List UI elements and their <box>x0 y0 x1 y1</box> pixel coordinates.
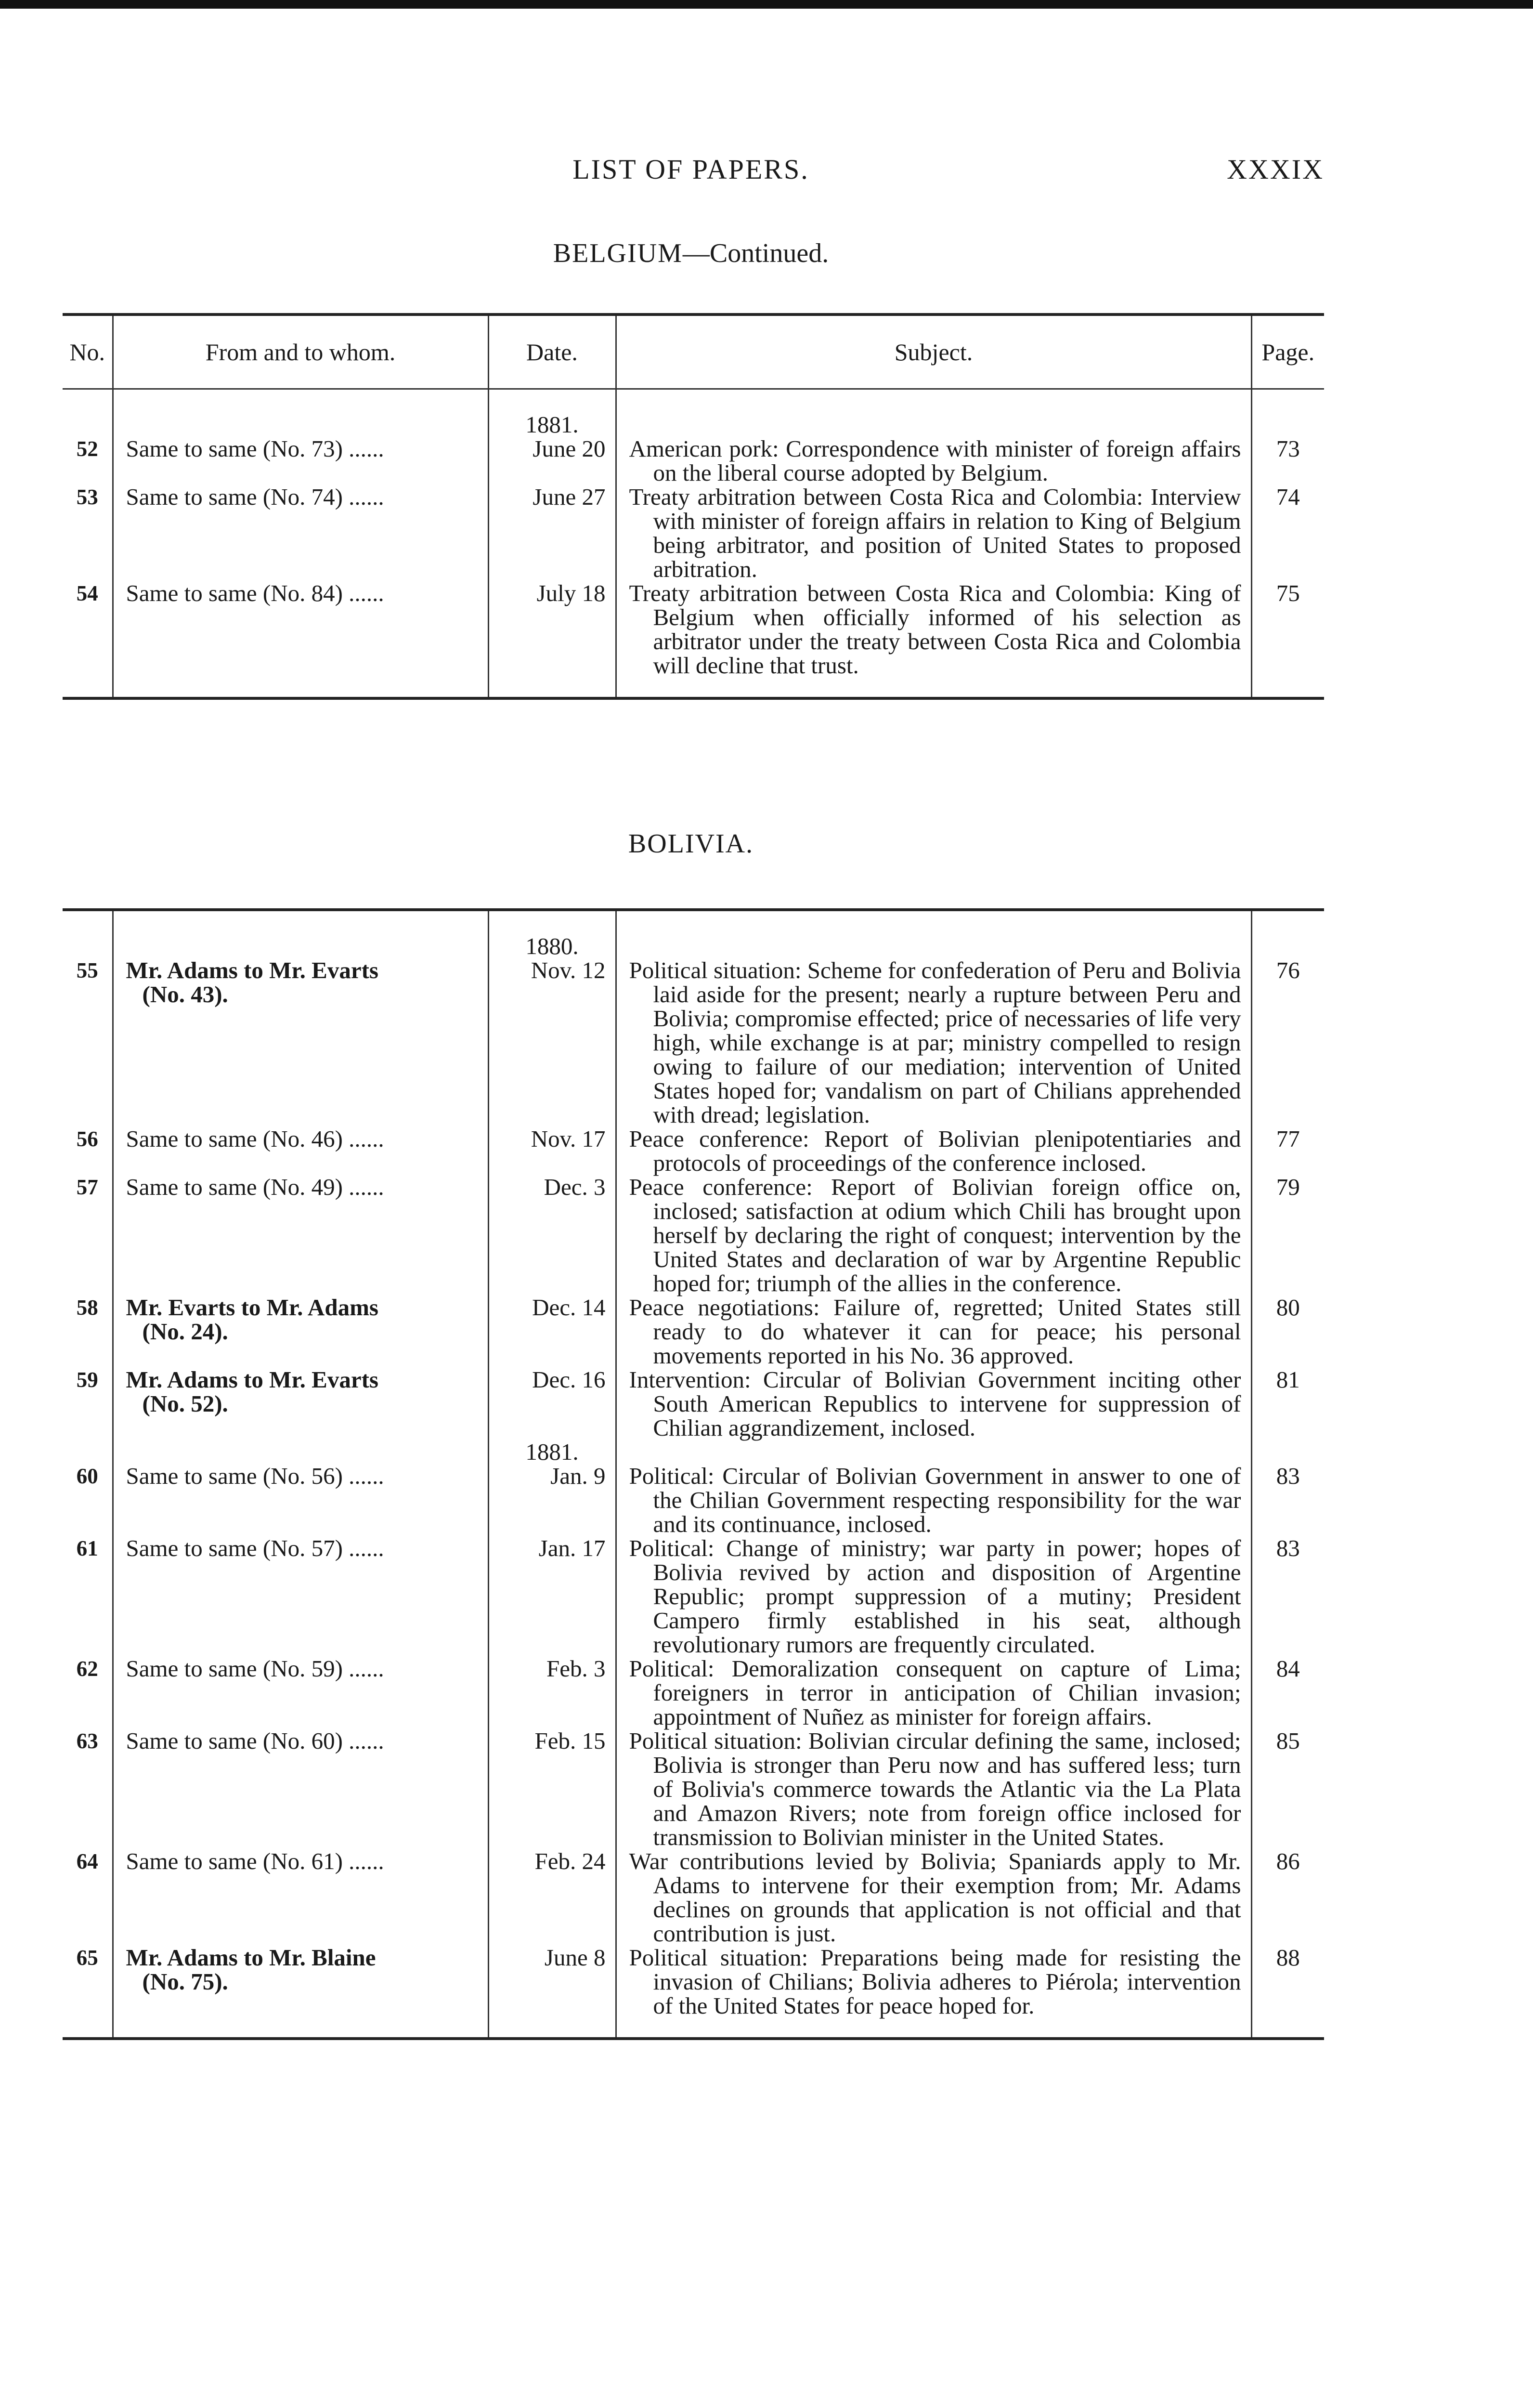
row-date-day: Nov. 17 <box>531 1125 606 1152</box>
table-row <box>63 1296 1324 1368</box>
row-from-to-number: (No. 75). <box>142 1968 228 1995</box>
row-subject-text: Political: Circular of Bolivian Government in answer to one of the Chilian Government respecting responsibility for the war and its continuance, inclosed. <box>629 1463 1241 1537</box>
bolivia-table <box>63 908 1324 2040</box>
table-row <box>63 485 1324 581</box>
row-subject <box>616 1729 1251 1849</box>
table-row <box>63 1849 1324 1946</box>
row-date <box>488 1729 616 1849</box>
row-subject-text: Political: Demoralization consequent on capture of Lima; foreigners in terror in anticipation of Chilian invasion; appointment of Nuñez as minister for foreign affairs. <box>629 1655 1241 1730</box>
row-page: 81 <box>1251 1368 1324 1440</box>
row-page: 83 <box>1251 1536 1324 1657</box>
row-page: 74 <box>1251 485 1324 581</box>
row-subject-text: Political situation: Preparations being made for resisting the invasion of Chilians; Bolivia adheres to Piérola; intervention of the United States for peace hoped for. <box>629 1944 1241 2019</box>
row-number: 61 <box>76 1536 98 1560</box>
row-date-day: Dec. 16 <box>532 1366 606 1393</box>
row-page: 83 <box>1251 1440 1324 1536</box>
row-number: 58 <box>76 1296 98 1320</box>
row-number: 62 <box>76 1657 98 1681</box>
row-date-year: 1881. <box>525 1439 579 1465</box>
row-from-to-text: Same to same (No. 56) ...... <box>126 1463 384 1489</box>
row-date <box>488 1296 616 1368</box>
row-number: 55 <box>76 958 98 982</box>
row-date-day: Feb. 15 <box>534 1727 606 1754</box>
row-number: 57 <box>76 1175 98 1199</box>
spacer-cell <box>488 2018 616 2039</box>
row-from-to-text: Same to same (No. 57) ...... <box>126 1535 384 1561</box>
row-from-to <box>113 934 488 1127</box>
row-page: 80 <box>1251 1296 1324 1368</box>
row-subject-text: Peace negotiations: Failure of, regretted; United States still ready to do whatever it can for peace; his personal movements reported in his No. 36 approved. <box>629 1294 1241 1369</box>
row-subject-text: Political situation: Scheme for confederation of Peru and Bolivia laid aside for the present; nearly a rupture between Peru and Bolivia; compromise effected; price of necessaries of life very high, while exchange is at par; ministry compelled to resign owing to failure of our mediation; intervention of United States hoped for; vandalism on part of Chilians apprehended with dread; legislation. <box>629 957 1241 1128</box>
row-page: 77 <box>1251 1127 1324 1175</box>
bolivia-table-body <box>63 910 1324 2039</box>
row-from-to-text: Same to same (No. 84) ...... <box>126 580 384 606</box>
row-subject-text: Peace conference: Report of Bolivian plenipotentiaries and protocols of proceedings of the conference inclosed. <box>629 1125 1241 1176</box>
row-from-to <box>113 1946 488 2018</box>
row-from-to-text: Same to same (No. 61) ...... <box>126 1848 384 1874</box>
row-from-to-text: Same to same (No. 60) ...... <box>126 1727 384 1754</box>
table-row <box>63 1729 1324 1849</box>
table-row <box>63 934 1324 1127</box>
page-top-edge <box>0 0 1533 9</box>
row-date <box>488 1440 616 1536</box>
row-from-to-text: Same to same (No. 46) ...... <box>126 1125 384 1152</box>
row-page: 88 <box>1251 1946 1324 2018</box>
row-subject <box>616 1296 1251 1368</box>
row-from-to <box>113 1127 488 1175</box>
row-from-to-number: (No. 43). <box>142 981 228 1008</box>
row-number: 59 <box>76 1368 98 1392</box>
column-header-subject: Subject. <box>616 314 1251 389</box>
row-from-to-text: Mr. Adams to Mr. Evarts <box>126 957 378 983</box>
table-header-row <box>63 314 1324 389</box>
row-number: 63 <box>76 1729 98 1753</box>
row-subject <box>616 1440 1251 1536</box>
spacer-cell <box>63 678 113 698</box>
row-subject <box>616 1849 1251 1946</box>
row-date <box>488 1175 616 1296</box>
spacer-cell <box>616 910 1251 934</box>
row-from-to <box>113 1849 488 1946</box>
row-from-to <box>113 1440 488 1536</box>
spacer-cell <box>616 678 1251 698</box>
row-date <box>488 413 616 485</box>
spacer-cell <box>616 2018 1251 2039</box>
spacer-cell <box>63 389 113 413</box>
row-subject-text: Treaty arbitration between Costa Rica and Colombia: King of Belgium when officially informed of his selection as arbitrator under the treaty between Costa Rica and Colombia will decline that trust. <box>629 580 1241 679</box>
spacer-cell <box>1251 389 1324 413</box>
row-date <box>488 485 616 581</box>
column-header-no: No. <box>63 314 113 389</box>
row-from-to-text: Same to same (No. 49) ...... <box>126 1174 384 1200</box>
section-title-belgium <box>0 238 1382 269</box>
row-page: 76 <box>1251 934 1324 1127</box>
row-from-to <box>113 1368 488 1440</box>
spacer-cell <box>488 389 616 413</box>
row-date <box>488 1946 616 2018</box>
row-subject <box>616 485 1251 581</box>
row-from-to-text: Mr. Adams to Mr. Blaine <box>126 1944 376 1971</box>
spacer-cell <box>113 910 488 934</box>
row-from-to-text: Same to same (No. 73) ...... <box>126 435 384 462</box>
row-date-day: Feb. 3 <box>546 1655 606 1682</box>
row-subject <box>616 1946 1251 2018</box>
row-date-year: 1880. <box>525 933 579 959</box>
row-date <box>488 1368 616 1440</box>
spacer-cell <box>113 678 488 698</box>
row-subject <box>616 413 1251 485</box>
row-subject <box>616 1368 1251 1440</box>
row-from-to <box>113 485 488 581</box>
spacer-cell <box>63 910 113 934</box>
table-row <box>63 1440 1324 1536</box>
row-subject <box>616 1127 1251 1175</box>
row-page: 73 <box>1251 413 1324 485</box>
row-number: 64 <box>76 1849 98 1873</box>
section-title-belgium-continued: —Continued. <box>682 238 829 268</box>
spacer-cell <box>1251 910 1324 934</box>
row-date <box>488 1127 616 1175</box>
table-row <box>63 1368 1324 1440</box>
row-number: 54 <box>76 581 98 605</box>
column-header-from: From and to whom. <box>113 314 488 389</box>
spacer-cell <box>488 910 616 934</box>
row-from-to-text: Mr. Adams to Mr. Evarts <box>126 1366 378 1393</box>
page-title: LIST OF PAPERS. <box>572 154 809 185</box>
row-date <box>488 934 616 1127</box>
row-from-to-text: Same to same (No. 59) ...... <box>126 1655 384 1682</box>
row-from-to-number: (No. 52). <box>142 1390 228 1417</box>
table-row <box>63 1657 1324 1729</box>
row-date-day: June 8 <box>544 1944 606 1971</box>
row-from-to <box>113 1296 488 1368</box>
row-date <box>488 581 616 678</box>
row-date <box>488 1657 616 1729</box>
row-from-to-text: Same to same (No. 74) ...... <box>126 484 384 510</box>
row-page: 79 <box>1251 1175 1324 1296</box>
row-from-to <box>113 1175 488 1296</box>
row-subject <box>616 1536 1251 1657</box>
column-header-date: Date. <box>488 314 616 389</box>
row-date <box>488 1536 616 1657</box>
row-number: 56 <box>76 1127 98 1151</box>
row-page: 84 <box>1251 1657 1324 1729</box>
row-subject-text: War contributions levied by Bolivia; Spaniards apply to Mr. Adams to intervene for their exemption from; Mr. Adams declines on grounds that application is not official and that contribution is just. <box>629 1848 1241 1947</box>
row-number: 65 <box>76 1946 98 1970</box>
table-row <box>63 1127 1324 1175</box>
table-row <box>63 413 1324 485</box>
row-subject-text: American pork: Correspondence with minister of foreign affairs on the liberal course adopted by Belgium. <box>629 435 1241 486</box>
spacer-cell <box>616 389 1251 413</box>
belgium-table-body <box>63 389 1324 699</box>
row-from-to <box>113 1657 488 1729</box>
row-subject-text: Political situation: Bolivian circular defining the same, inclosed; Bolivia is stronger than Peru now and has suffered less; turn of Bolivia's commerce towards the Atlantic via the La Plata and Amazon Rivers; note from foreign office inclosed for transmission to Bolivian minister in the United States. <box>629 1727 1241 1850</box>
row-from-to <box>113 1536 488 1657</box>
table-row <box>63 1946 1324 2018</box>
row-date-day: July 18 <box>536 580 606 606</box>
row-subject <box>616 1175 1251 1296</box>
row-date-day: Dec. 3 <box>544 1174 606 1200</box>
row-date-day: Nov. 12 <box>531 957 606 983</box>
row-subject-text: Political: Change of ministry; war party in power; hopes of Bolivia revived by action and disposition of Argentine Republic; prompt suppression of a mutiny; President Campero firmly established in his seat, although revolutionary rumors are frequently circulated. <box>629 1535 1241 1658</box>
row-page: 75 <box>1251 581 1324 678</box>
table-tail-row <box>63 678 1324 698</box>
row-number: 60 <box>76 1464 98 1488</box>
row-subject-text: Intervention: Circular of Bolivian Government inciting other South American Republics to intervene for suppression of Chilian aggrandizement, inclosed. <box>629 1366 1241 1441</box>
table-row <box>63 581 1324 678</box>
row-number: 53 <box>76 485 98 509</box>
spacer-cell <box>1251 2018 1324 2039</box>
row-page: 85 <box>1251 1729 1324 1849</box>
row-date-year: 1881. <box>525 411 579 438</box>
row-date-day: June 20 <box>533 435 606 462</box>
table-spacer-row <box>63 910 1324 934</box>
row-subject-text: Treaty arbitration between Costa Rica and Colombia: Interview with minister of foreign affairs in relation to King of Belgium being arbitrator, and position of United States to proposed arbitration. <box>629 484 1241 582</box>
row-date-day: Dec. 14 <box>532 1294 606 1321</box>
spacer-cell <box>1251 678 1324 698</box>
table-spacer-row <box>63 389 1324 413</box>
row-date-day: June 27 <box>533 484 606 510</box>
table-tail-row <box>63 2018 1324 2039</box>
table-row <box>63 1536 1324 1657</box>
spacer-cell <box>113 389 488 413</box>
spacer-cell <box>488 678 616 698</box>
row-subject <box>616 934 1251 1127</box>
row-subject <box>616 581 1251 678</box>
row-from-to-text: Mr. Evarts to Mr. Adams <box>126 1294 378 1321</box>
row-from-to <box>113 413 488 485</box>
section-title-bolivia: BOLIVIA. <box>628 829 754 859</box>
row-number: 52 <box>76 437 98 461</box>
spacer-cell <box>113 2018 488 2039</box>
belgium-table <box>63 313 1324 700</box>
page-number: XXXIX <box>1227 154 1324 185</box>
row-date-day: Jan. 17 <box>538 1535 606 1561</box>
table-row <box>63 1175 1324 1296</box>
row-date-day: Jan. 9 <box>550 1463 606 1489</box>
column-header-page: Page. <box>1251 314 1324 389</box>
row-date <box>488 1849 616 1946</box>
row-subject-text: Peace conference: Report of Bolivian foreign office on, inclosed; satisfaction at odium which Chili has brought upon herself by declaring the right of conquest; intervention by the United States and declaration of war by Argentine Republic hoped for; triumph of the allies in the conference. <box>629 1174 1241 1296</box>
row-page: 86 <box>1251 1849 1324 1946</box>
row-from-to <box>113 1729 488 1849</box>
row-subject <box>616 1657 1251 1729</box>
section-title-belgium-main: BELGIUM <box>553 238 683 268</box>
row-date-day: Feb. 24 <box>534 1848 606 1874</box>
spacer-cell <box>63 2018 113 2039</box>
row-from-to-number: (No. 24). <box>142 1318 228 1345</box>
row-from-to <box>113 581 488 678</box>
